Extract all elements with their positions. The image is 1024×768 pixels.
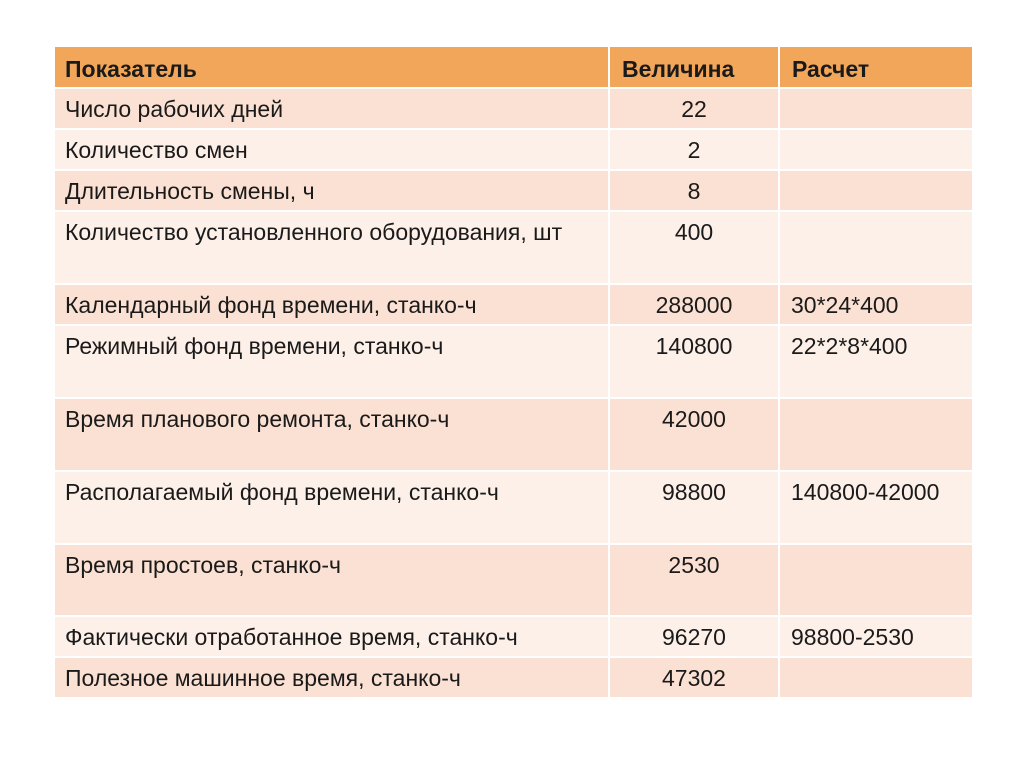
table-row [54, 657, 973, 698]
row-calc: 140800-42000 [779, 471, 973, 544]
row-value: 2 [609, 129, 779, 170]
table-row [54, 471, 973, 544]
row-calc [779, 657, 973, 698]
table-row [54, 129, 973, 170]
table-row [54, 616, 973, 657]
row-value: 47302 [609, 657, 779, 698]
row-value: 22 [609, 88, 779, 129]
table-header-row [54, 46, 973, 88]
header-calculation: Расчет [779, 46, 973, 88]
header-value: Величина [609, 46, 779, 88]
header-indicator: Показатель [54, 46, 609, 88]
table-row [54, 88, 973, 129]
row-value: 42000 [609, 398, 779, 471]
row-label: Длительность смены, ч [54, 170, 609, 211]
row-label: Число рабочих дней [54, 88, 609, 129]
table-row [54, 284, 973, 325]
table-row [54, 544, 973, 616]
row-calc: 98800-2530 [779, 616, 973, 657]
row-label: Количество установленного оборудования, шт [54, 211, 609, 284]
row-value: 2530 [609, 544, 779, 616]
row-value: 288000 [609, 284, 779, 325]
table-row [54, 398, 973, 471]
row-calc: 22*2*8*400 [779, 325, 973, 398]
row-calc [779, 129, 973, 170]
row-label: Время простоев, станко-ч [54, 544, 609, 616]
table-row [54, 170, 973, 211]
row-value: 140800 [609, 325, 779, 398]
row-calc [779, 211, 973, 284]
row-value: 400 [609, 211, 779, 284]
row-calc: 30*24*400 [779, 284, 973, 325]
table-row [54, 325, 973, 398]
row-label: Полезное машинное время, станко-ч [54, 657, 609, 698]
table-row [54, 211, 973, 284]
row-calc [779, 398, 973, 471]
row-label: Количество смен [54, 129, 609, 170]
row-value: 8 [609, 170, 779, 211]
row-label: Время планового ремонта, станко-ч [54, 398, 609, 471]
row-value: 98800 [609, 471, 779, 544]
data-table [53, 45, 974, 699]
row-calc [779, 544, 973, 616]
row-calc [779, 88, 973, 129]
row-label: Располагаемый фонд времени, станко-ч [54, 471, 609, 544]
row-label: Календарный фонд времени, станко-ч [54, 284, 609, 325]
row-label: Фактически отработанное время, станко-ч [54, 616, 609, 657]
row-value: 96270 [609, 616, 779, 657]
row-calc [779, 170, 973, 211]
row-label: Режимный фонд времени, станко-ч [54, 325, 609, 398]
